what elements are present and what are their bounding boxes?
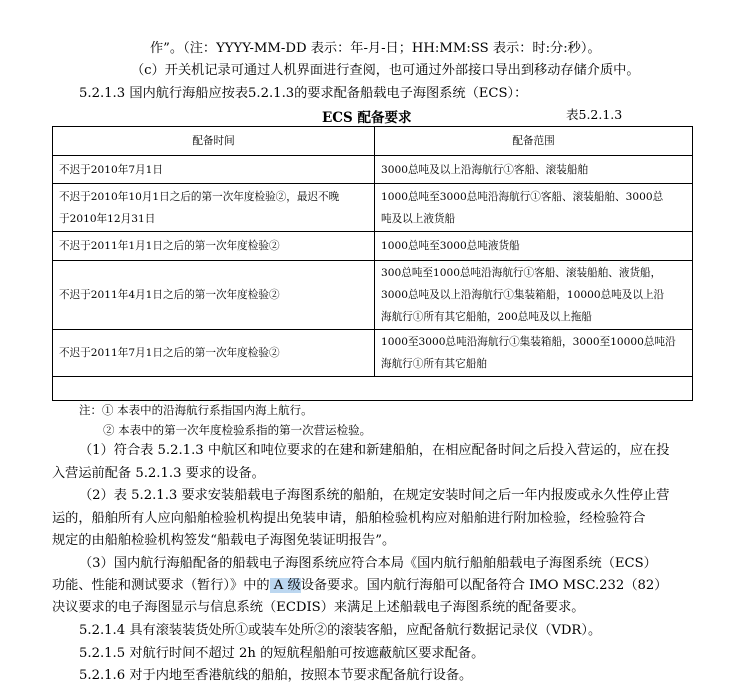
scope-cell: 1000总吨至3000总吨沿海航行①客船、滚装船舶、3000总 吨及以上液货船 [375, 184, 693, 232]
scope-cell: 3000总吨及以上沿海航行①客船、滚装船舶 [375, 156, 693, 184]
table-header-row [53, 127, 693, 156]
time-cell: 不迟于2010年10月1日之后的第一次年度检验②，最迟不晚 于2010年12月31日 [53, 184, 375, 232]
paragraph-2-line-3: 规定的由船舶检验机构签发“船载电子海图免装证明报告”。 [52, 533, 396, 548]
scope-cell: 1000总吨至3000总吨液货船 [375, 232, 693, 261]
ecs-requirements-table [52, 126, 693, 401]
text-line-export-record: （c）开关机记录可通过人机界面进行查阅，也可通过外部接口导出到移动存储介质中。 [131, 63, 640, 78]
highlighted-text: A 级 [269, 578, 301, 593]
table-number: 表5.2.1.3 [566, 107, 623, 122]
paragraph-2-line-2: 运的，船舶所有人应向船舶检验机构提出免装申请，船舶检验机构应对船舶进行附加检验，经检验符合 [52, 511, 646, 526]
section-5-2-1-5: 5.2.1.5 对航行时间不超过 2h 的短航程船舶可按遮蔽航区要求配备。 [79, 646, 485, 661]
header-scope: 配备范围 [375, 127, 693, 156]
table-title: ECS 配备要求 [322, 110, 412, 126]
table-row [53, 184, 693, 232]
paragraph-1-line-1: （1）符合表 5.2.1.3 中航区和吨位要求的在建和新建船舶，在相应配备时间之后投入营运的，应在投 [79, 443, 670, 458]
table-row [53, 261, 693, 330]
scope-cell: 1000至3000总吨沿海航行①集装箱船，3000至10000总吨沿 海航行①所有其它船舶 [375, 330, 693, 377]
header-time: 配备时间 [53, 127, 375, 156]
time-cell: 不迟于2011年4月1日之后的第一次年度检验② [53, 261, 375, 330]
time-cell: 不迟于2010年7月1日 [53, 156, 375, 184]
paragraph-3-line-3: 决议要求的电子海图显示与信息系统（ECDIS）来满足上述船载电子海图系统的配备要求。 [52, 600, 585, 615]
section-5-2-1-4: 5.2.1.4 具有滚装装货处所①或装车处所②的滚装客船，应配备航行数据记录仪（VDR）。 [79, 623, 602, 638]
text-line-format-note: 作”。（注：YYYY-MM-DD 表示：年-月-日；HH:MM:SS 表示：时:分:秒）。 [150, 41, 601, 56]
paragraph-3-line-2: 功能、性能和测试要求（暂行）》中的 A 级设备要求。国内航行海船可以配备符合 IMO MSC.232（82） [52, 578, 668, 593]
table-note-2: ② 本表中的第一次年度检验系指的第一次营运检验。 [103, 423, 372, 437]
table-note-1: 注：① 本表中的沿海航行系指国内海上航行。 [79, 403, 313, 417]
table-row [53, 330, 693, 377]
section-5-2-1-3-heading: 5.2.1.3 国内航行海船应按表5.2.1.3的要求配备船载电子海图系统（ECS）： [79, 86, 528, 101]
table-empty-row [53, 377, 693, 401]
section-5-2-1-6: 5.2.1.6 对于内地至香港航线的船舶，按照本节要求配备航行设备。 [79, 668, 473, 683]
table-row [53, 232, 693, 261]
scope-cell: 300总吨至1000总吨沿海航行①客船、滚装船舶、液货船， 3000总吨及以上沿海航行①集装箱船，10000总吨及以上沿 海航行①所有其它船舶，200总吨及以上拖船 [375, 261, 693, 330]
paragraph-2-line-1: （2）表 5.2.1.3 要求安装船载电子海图系统的船舶，在规定安装时间之后一年内报废或永久性停止营 [79, 488, 670, 503]
paragraph-3-line-1: （3）国内航行海船配备的船载电子海图系统应符合本局《国内航行船舶船载电子海图系统（ECS） [79, 556, 657, 571]
empty-cell [53, 377, 693, 401]
time-cell: 不迟于2011年1月1日之后的第一次年度检验② [53, 232, 375, 261]
table-row [53, 156, 693, 184]
paragraph-1-line-2: 入营运前配备 5.2.1.3 要求的设备。 [52, 466, 265, 481]
time-cell: 不迟于2011年7月1日之后的第一次年度检验② [53, 330, 375, 377]
